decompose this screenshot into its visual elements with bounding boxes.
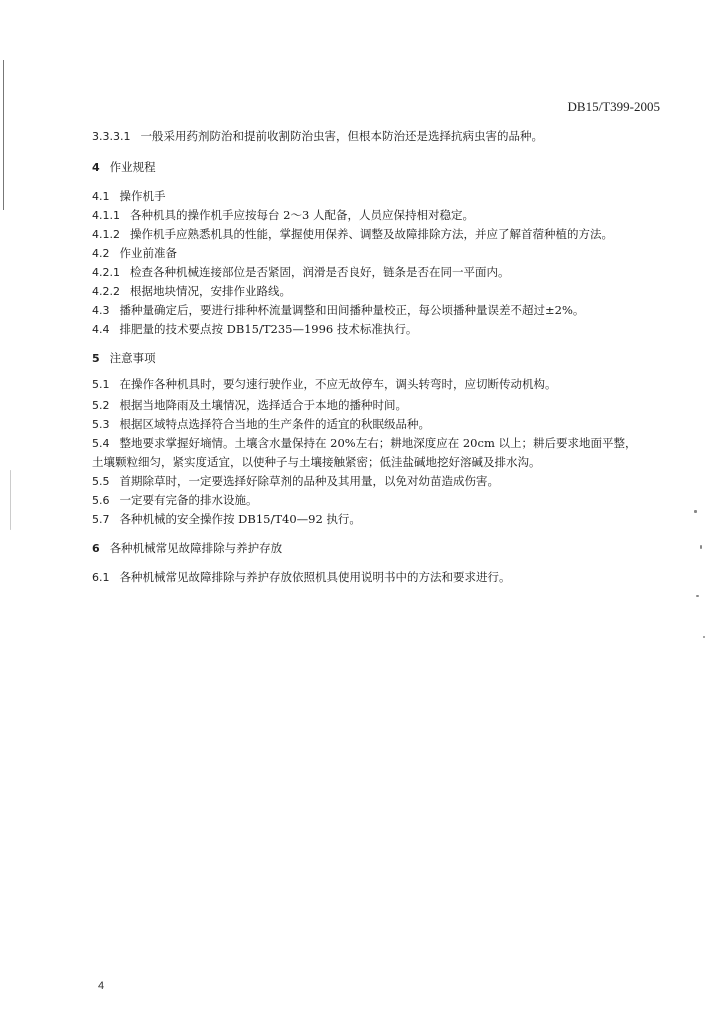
- section-title: 作业规程: [109, 160, 156, 174]
- section-title: 注意事项: [109, 351, 156, 365]
- clause-text: 一般采用药剂防治和提前收割防治虫害，但根本防治还是选择抗病虫害的品种。: [140, 129, 543, 143]
- clause-4-2: [92, 243, 664, 264]
- clause-text: 作业前准备: [119, 246, 177, 260]
- clause-5-1: [92, 374, 664, 395]
- clause-text: 根据当地降雨及土壤情况，选择适合于本地的播种时间。: [119, 398, 407, 412]
- clause-number: 5.3: [92, 418, 110, 431]
- clause-number: 4.3: [92, 304, 110, 317]
- clause-5-5: [92, 471, 664, 492]
- section-heading-4: [92, 157, 664, 178]
- clause-number: 4.2: [92, 247, 110, 260]
- section-number: 5: [92, 352, 100, 365]
- clause-text: 首期除草时，一定要选择好除草剂的品种及其用量，以免对幼苗造成伤害。: [119, 474, 499, 488]
- clause-4-1: [92, 186, 664, 207]
- clause-5-4: [92, 433, 664, 454]
- clause-5-3: [92, 414, 664, 435]
- section-heading-5: [92, 348, 664, 369]
- section-number: 6: [92, 542, 100, 555]
- clause-number: 4.1.1: [92, 209, 120, 222]
- clause-number: 5.1: [92, 378, 110, 391]
- clause-text: 根据地块情况，安排作业路线。: [130, 284, 291, 298]
- clause-text: 一定要有完备的排水设施。: [119, 493, 258, 507]
- scan-speck: [700, 545, 702, 549]
- clause-5-4-continued: [92, 452, 664, 472]
- clause-number: 4.2.2: [92, 285, 120, 298]
- clause-number: 5.4: [92, 437, 110, 450]
- clause-number: 4.4: [92, 323, 110, 336]
- document-code: DB15/T399-2005: [567, 99, 660, 114]
- clause-number: 3.3.3.1: [92, 130, 131, 143]
- clause-number: 4.1: [92, 190, 110, 203]
- clause-text: 播种量确定后，要进行排种杯流量调整和田间播种量校正，每公顷播种量误差不超过±2%。: [119, 303, 585, 317]
- scan-margin-line: [3, 180, 4, 210]
- clause-text: 土壤颗粒细匀，紧实度适宜，以使种子与土壤接触紧密；低洼盐碱地挖好溶碱及排水沟。: [92, 455, 541, 469]
- clause-number: 5.5: [92, 475, 110, 488]
- scan-speck: [696, 595, 699, 597]
- clause-text: 操作机手: [119, 189, 166, 203]
- section-number: 4: [92, 161, 100, 174]
- clause-text: 检查各种机械连接部位是否紧固，润滑是否良好，链条是否在同一平面内。: [130, 265, 510, 279]
- clause-text: 在操作各种机具时，要匀速行驶作业，不应无故停车，调头转弯时，应切断传动机构。: [119, 377, 557, 391]
- clause-4-1-1: [92, 205, 664, 226]
- clause-number: 5.6: [92, 494, 110, 507]
- clause-text: 操作机手应熟悉机具的性能，掌握使用保养、调整及故障排除方法，并应了解首蓿种植的方法。: [130, 227, 613, 241]
- clause-5-7: [92, 509, 664, 530]
- scan-margin-line: [3, 60, 4, 190]
- clause-4-2-2: [92, 281, 664, 302]
- clause-6-1: [92, 567, 664, 588]
- clause-text: 排肥量的技术要点按 DB15/T235—1996 技术标准执行。: [119, 322, 418, 336]
- clause-text: 根据区域特点选择符合当地的生产条件的适宜的秋眠级品种。: [119, 417, 430, 431]
- page-number: 4: [98, 980, 105, 992]
- clause-4-1-2: [92, 224, 664, 245]
- clause-number: 4.1.2: [92, 228, 120, 241]
- clause-3-3-3-1: [92, 126, 664, 147]
- clause-number: 6.1: [92, 571, 110, 584]
- clause-5-6: [92, 490, 664, 511]
- clause-number: 5.7: [92, 513, 110, 526]
- clause-text: 各种机具的操作机手应按每台 2～3 人配备，人员应保持相对稳定。: [130, 208, 474, 222]
- clause-4-4: [92, 319, 664, 340]
- scan-speck: [694, 510, 697, 513]
- clause-number: 5.2: [92, 399, 110, 412]
- clause-4-2-1: [92, 262, 664, 283]
- clause-5-2: [92, 395, 664, 416]
- clause-text: 整地要求掌握好墒情。土壤含水量保持在 20%左右；耕地深度应在 20cm 以上；耕后要求地面平整，: [119, 436, 637, 450]
- scan-speck: [703, 636, 705, 638]
- clause-number: 4.2.1: [92, 266, 120, 279]
- section-heading-6: [92, 538, 664, 559]
- clause-text: 各种机械的安全操作按 DB15/T40—92 执行。: [119, 512, 361, 526]
- clause-text: 各种机械常见故障排除与养护存放依照机具使用说明书中的方法和要求进行。: [119, 570, 511, 584]
- scan-speck: [10, 470, 11, 530]
- section-title: 各种机械常见故障排除与养护存放: [109, 541, 283, 555]
- clause-4-3: [92, 300, 664, 321]
